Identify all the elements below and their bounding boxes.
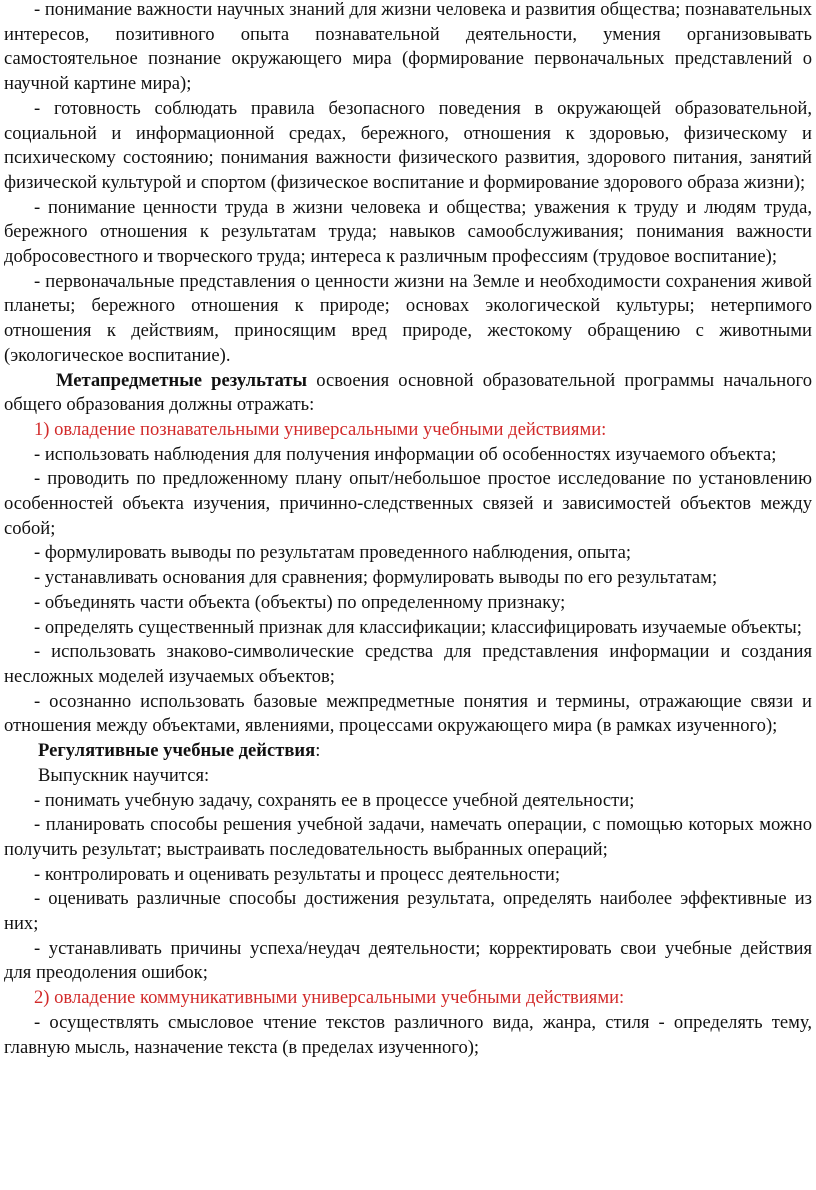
regulative-item: - оценивать различные способы достижения результата, определять наиболее эффективные из них; [4, 888, 812, 935]
section1-heading: 1) овладение познавательными универсальными учебными действиями: [34, 418, 607, 440]
regulative-heading [4, 739, 812, 764]
section1-item: - осознанно использовать базовые межпредметные понятия и термины, отражающие связи и отношения между объектами, явлениями, процессами окружающего мира (в рамках изученного); [4, 690, 812, 737]
paragraph-knowledge: - понимание важности научных знаний для жизни человека и развития общества; познавательных интересов, позитивного опыта познавательной деятельности, умения организовывать самостоятельное познание окружающего мира (формирование первоначальных представлений о научной картине мира); [4, 0, 812, 95]
regulative-heading-colon: : [315, 740, 321, 762]
section1-item: - формулировать выводы по результатам проведенного наблюдения, опыта; [34, 542, 632, 564]
metasubject-intro-bold: Метапредметные результаты [56, 369, 308, 391]
graduate-line: Выпускник научится: [38, 764, 210, 786]
regulative-item: - планировать способы решения учебной задачи, намечать операции, с помощью которых можно получить результат; выстраивать последовательность выбранных операций; [4, 814, 812, 860]
section1-item: - устанавливать основания для сравнения; формулировать выводы по его результатам; [34, 567, 718, 589]
section1-item: - использовать наблюдения для получения информации об особенностях изучаемого объекта; [34, 443, 777, 465]
section1-item: - объединять части объекта (объекты) по определенному признаку; [34, 591, 566, 613]
regulative-item: - устанавливать причины успеха/неудач деятельности; корректировать свои учебные действия для преодоления ошибок; [4, 937, 812, 984]
section2-item: - осуществлять смысловое чтение текстов различного вида, жанра, стиля - определять тему, главную мысль, назначение текста (в пределах изученного); [4, 1011, 812, 1058]
regulative-item: - понимать учебную задачу, сохранять ее в процессе учебной деятельности; [34, 789, 635, 811]
section1-item: - проводить по предложенному плану опыт/небольшое простое исследование по установлению особенностей объекта изучения, причинно-следственных связей и зависимостей объектов между собой; [4, 468, 812, 539]
paragraph-labor: - понимание ценности труда в жизни человека и общества; уважения к труду и людям труда, бережного отношения к результатам труда; навыков самообслуживания; понимания важности добросовестного и творческого труда; интереса к различным профессиям (трудовое воспитание); [4, 196, 812, 268]
regulative-heading-bold: Регулятивные учебные действия [38, 740, 316, 762]
paragraph-safety: - готовность соблюдать правила безопасного поведения в окружающей образовательной, социальной и информационной средах, бережного, отношения к здоровью, физическому и психическому состоянию; понимания важности физического развития, здорового питания, занятий физической культурой и спортом (физическое воспитание и формирование здорового образа жизни); [4, 97, 812, 193]
section2-heading: 2) овладение коммуникативными универсальными учебными действиями: [34, 987, 625, 1009]
regulative-item: - контролировать и оценивать результаты и процесс деятельности; [34, 863, 561, 885]
metasubject-intro [4, 369, 812, 418]
metasubject-intro-rest: освоения основной образовательной программы начального общего образования должны отражать: [4, 369, 812, 416]
paragraph-ecology: - первоначальные представления о ценности жизни на Земле и необходимости сохранения живой планеты; бережного отношения к природе; основах экологической культуры; нетерпимого отношения к действиям, приносящим вред природе, жестокому обращению с животными (экологическое воспитание). [4, 270, 812, 366]
section1-item: - определять существенный признак для классификации; классифицировать изучаемые объекты; [34, 616, 802, 638]
section1-item: - использовать знаково-символические средства для представления информации и создания несложных моделей изучаемых объектов; [4, 641, 812, 687]
